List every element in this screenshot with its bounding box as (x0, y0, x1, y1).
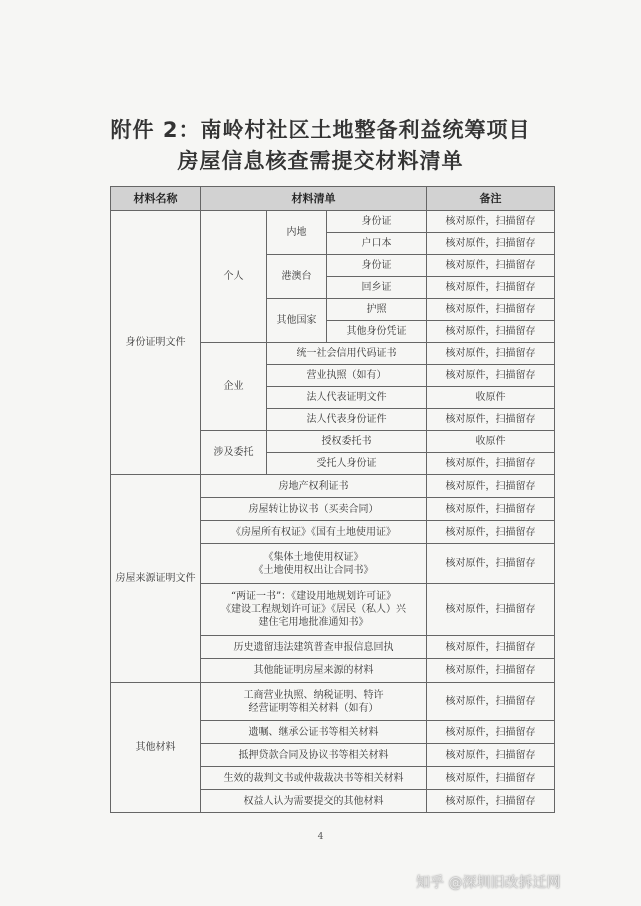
item-cell: 房屋转让协议书（买卖合同） (201, 498, 427, 521)
remark-cell: 核对原件，扫描留存 (427, 636, 555, 659)
document-subtitle: 房屋信息核查需提交材料清单 (177, 149, 464, 173)
item-cell: 抵押贷款合同及协议书等相关材料 (201, 744, 427, 767)
item-line: 《建设工程规划许可证》《居民（私人）兴 (221, 604, 406, 615)
item-cell: 《房屋所有权证》《国有土地使用证》 (201, 521, 427, 544)
table-header-row (111, 187, 555, 211)
item-line: 《土地使用权出让合同书》 (253, 564, 374, 576)
remark-cell: 核对原件，扫描留存 (427, 790, 555, 813)
item-line: “两证一书”：《建设用地规划许可证》 (230, 591, 397, 602)
item-cell: 法人代表身份证件 (267, 409, 427, 431)
remark-cell: 核对原件，扫描留存 (427, 659, 555, 683)
subgroup-other-country: 其他国家 (267, 299, 327, 343)
document-title: 附件 2：南岭村社区土地整备利益统筹项目 (110, 118, 531, 142)
subgroup-hk-macau-tw: 港澳台 (267, 255, 327, 299)
remark-cell: 核对原件，扫描留存 (427, 544, 555, 584)
subgroup-individual: 个人 (201, 211, 267, 343)
item-line: 建住宅用地批准通知书》 (258, 617, 369, 628)
item-cell: 生效的裁判文书或仲裁裁决书等相关材料 (201, 767, 427, 790)
table-row (111, 475, 555, 498)
item-cell: 遗嘱、继承公证书等相关材料 (201, 721, 427, 744)
item-cell: 身份证 (327, 255, 427, 277)
item-line: 经营证明等相关材料（如有） (248, 702, 379, 714)
remark-cell: 核对原件，扫描留存 (427, 744, 555, 767)
remark-cell: 核对原件，扫描留存 (427, 277, 555, 299)
header-remark: 备注 (427, 187, 555, 211)
remark-cell: 核对原件，扫描留存 (427, 475, 555, 498)
remark-cell: 核对原件，扫描留存 (427, 498, 555, 521)
item-cell (201, 544, 427, 584)
remark-cell: 核对原件，扫描留存 (427, 365, 555, 387)
remark-cell: 核对原件，扫描留存 (427, 299, 555, 321)
remark-cell: 核对原件，扫描留存 (427, 409, 555, 431)
remark-cell: 核对原件，扫描留存 (427, 255, 555, 277)
group-other-materials: 其他材料 (111, 683, 201, 813)
remark-cell: 核对原件，扫描留存 (427, 453, 555, 475)
remark-cell: 核对原件，扫描留存 (427, 521, 555, 544)
item-cell (201, 584, 427, 636)
item-cell: 护照 (327, 299, 427, 321)
subgroup-enterprise: 企业 (201, 343, 267, 431)
remark-cell: 核对原件，扫描留存 (427, 721, 555, 744)
item-line: 工商营业执照、纳税证明、特许 (243, 689, 384, 701)
item-cell: 其他身份凭证 (327, 321, 427, 343)
item-cell: 身份证 (327, 211, 427, 233)
item-cell: 授权委托书 (267, 431, 427, 453)
subgroup-entrusted: 涉及委托 (201, 431, 267, 475)
item-cell (201, 683, 427, 721)
materials-table (110, 186, 555, 813)
remark-cell: 核对原件，扫描留存 (427, 767, 555, 790)
item-cell: 权益人认为需要提交的其他材料 (201, 790, 427, 813)
subgroup-mainland: 内地 (267, 211, 327, 255)
item-cell: 统一社会信用代码证书 (267, 343, 427, 365)
remark-cell: 核对原件，扫描留存 (427, 211, 555, 233)
item-cell: 历史遗留违法建筑普查申报信息回执 (201, 636, 427, 659)
remark-cell: 收原件 (427, 431, 555, 453)
remark-cell: 核对原件，扫描留存 (427, 584, 555, 636)
header-material-name: 材料名称 (111, 187, 201, 211)
remark-cell: 核对原件，扫描留存 (427, 233, 555, 255)
item-cell: 营业执照（如有） (267, 365, 427, 387)
item-cell: 其他能证明房屋来源的材料 (201, 659, 427, 683)
remark-cell: 核对原件，扫描留存 (427, 321, 555, 343)
remark-cell: 核对原件，扫描留存 (427, 343, 555, 365)
watermark: 知乎 @深圳旧改拆迁网 (416, 875, 561, 891)
header-material-list: 材料清单 (201, 187, 427, 211)
remark-cell: 核对原件，扫描留存 (427, 683, 555, 721)
table-row (111, 683, 555, 721)
item-cell: 户口本 (327, 233, 427, 255)
remark-cell: 收原件 (427, 387, 555, 409)
item-cell: 法人代表证明文件 (267, 387, 427, 409)
item-cell: 房地产权利证书 (201, 475, 427, 498)
item-line: 《集体土地使用权证》 (263, 551, 364, 563)
table-row (111, 211, 555, 233)
item-cell: 受托人身份证 (267, 453, 427, 475)
group-identity: 身份证明文件 (111, 211, 201, 475)
page-number: 4 (317, 832, 324, 842)
group-house-source: 房屋来源证明文件 (111, 475, 201, 683)
item-cell: 回乡证 (327, 277, 427, 299)
